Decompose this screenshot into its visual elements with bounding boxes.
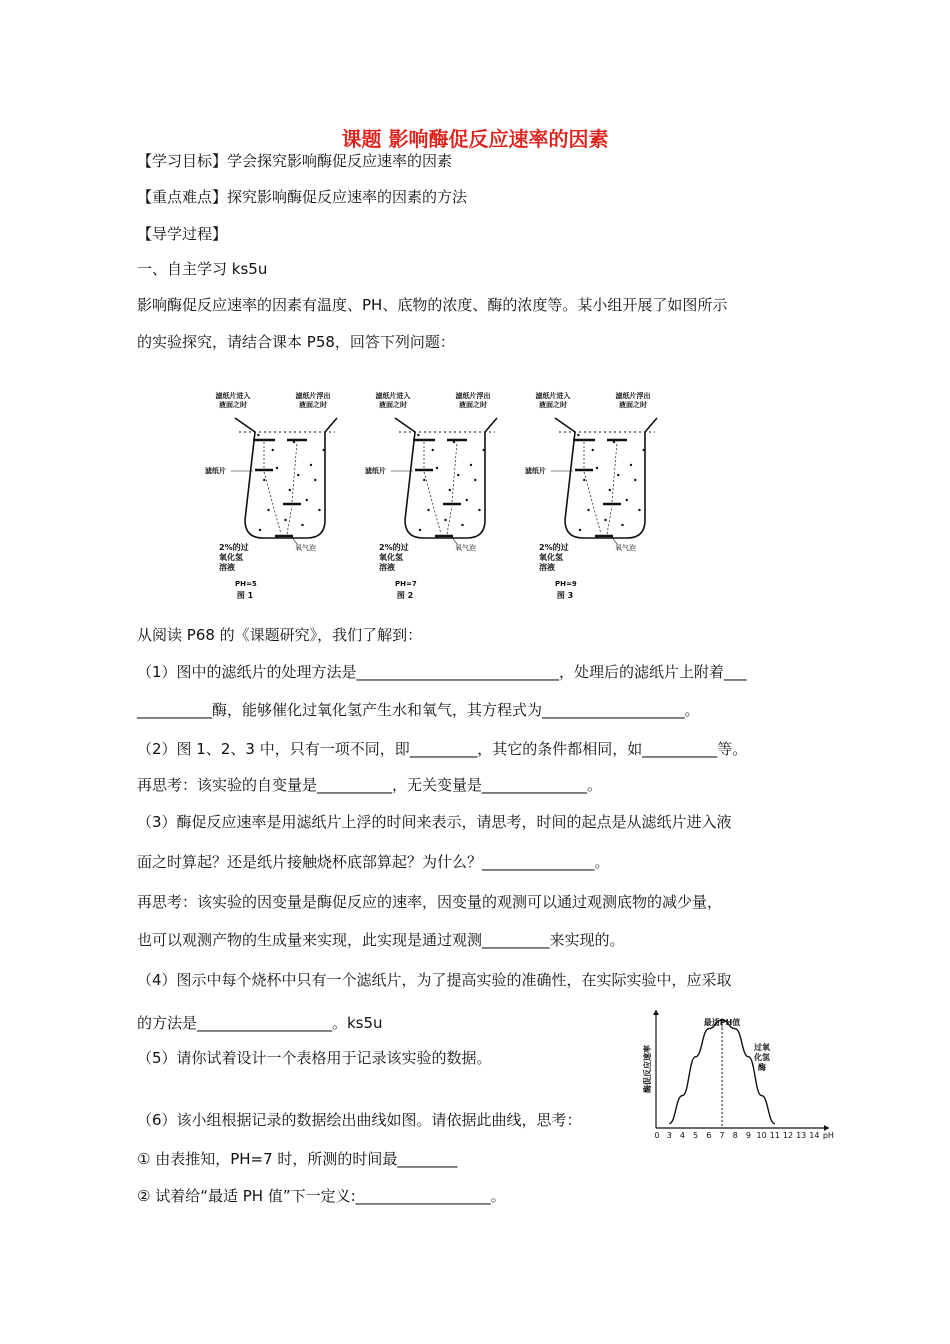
x-tick-label: 5 — [693, 1131, 699, 1140]
process-heading: 【导学过程】 — [137, 225, 228, 243]
reading-line: 从阅读 P68 的《课题研究》，我们了解到： — [137, 626, 423, 644]
x-tick-label: 10 — [756, 1131, 767, 1140]
y-axis-label: 酶促反应速率 — [643, 1045, 652, 1093]
question-4-line-2: 的方法是__________________。ks5u — [137, 1014, 383, 1032]
bubble-dot — [284, 519, 286, 521]
bubble-dot — [257, 434, 259, 436]
question-1-line-2: __________酶，能够催化过氧化氢产生水和氧气，其方程式为___________________。 — [137, 701, 700, 719]
bubble-dot — [318, 509, 320, 511]
figure-label: 图 2 — [396, 591, 414, 600]
solution-label-1: 2%的过 — [379, 543, 409, 552]
solution-label-3: 溶液 — [379, 563, 395, 572]
learning-objective: 【学习目标】学会探究影响酶促反应速率的因素 — [137, 152, 453, 170]
bubble-dot — [466, 499, 468, 501]
solution-label-2: 氧化氢 — [539, 553, 563, 562]
bubble-dot — [626, 499, 628, 501]
bubble-dot — [301, 524, 303, 526]
bubble-dot — [613, 441, 615, 443]
ph-label: PH=7 — [395, 580, 417, 588]
x-tick-label: 13 — [796, 1131, 807, 1140]
bubble-dot — [417, 434, 419, 436]
question-4-line-1: （4）图示中每个烧杯中只有一个滤纸片，为了提高实验的准确性，在实际实验中，应采取 — [137, 971, 732, 989]
question-2-line-1: （2）图 1、2、3 中，只有一项不同，即_________，其它的条件都相同，如__________等。 — [137, 740, 748, 758]
bubble-dot — [259, 529, 261, 531]
bubble-dot — [306, 499, 308, 501]
bubble-dot — [596, 467, 598, 469]
label-enter-1: 滤纸片进入 — [535, 392, 571, 400]
x-tick-label: 7 — [719, 1131, 725, 1140]
x-tick-label: 14 — [809, 1131, 820, 1140]
question-3-line-4: 也可以观测产物的生成量来实现，此实现是通过观测_________来实现的。 — [137, 931, 625, 949]
x-tick-label: 6 — [706, 1131, 712, 1140]
path-up-1 — [607, 506, 612, 534]
path-down-2 — [264, 472, 281, 534]
path-up-2 — [612, 442, 617, 502]
label-enter-2: 液面之时 — [539, 401, 567, 409]
x-tick-label: 11 — [769, 1131, 780, 1140]
question-2-line-2: 再思考：该实验的自变量是__________，无关变量是______________。 — [137, 776, 603, 794]
y-axis-arrow — [653, 1010, 659, 1015]
question-3-line-1: （3）酶促反应速率是用滤纸片上浮的时间来表示，请思考，时间的起点是从滤纸片进入液 — [137, 813, 732, 831]
bubble-dot — [604, 519, 606, 521]
bubble-dot — [583, 479, 585, 481]
path-up-1 — [287, 506, 292, 534]
ph-rate-chart — [640, 1000, 840, 1150]
bubble-dot — [617, 474, 619, 476]
bubble-dot — [276, 467, 278, 469]
bubble-dot — [470, 464, 472, 466]
bubble-dot — [310, 464, 312, 466]
bubble-label: 氧气泡 — [615, 544, 636, 552]
bubble-dot — [267, 509, 269, 511]
bubble-dot — [457, 474, 459, 476]
bubble-dot — [634, 479, 636, 481]
bubble-dot — [461, 524, 463, 526]
bubble-dot — [449, 489, 451, 491]
curve-label-3: 酶 — [758, 1063, 766, 1072]
label-filter-paper: 滤纸片 — [205, 467, 226, 475]
question-3-line-3: 再思考：该实验的因变量是酶促反应的速率，因变量的观测可以通过观测底物的减少量， — [137, 893, 723, 911]
path-down-2 — [424, 472, 441, 534]
label-float-1: 滤纸片浮出 — [455, 392, 491, 400]
label-float-2: 液面之时 — [459, 401, 487, 409]
ph-label: PH=5 — [235, 580, 257, 588]
label-enter-1: 滤纸片进入 — [215, 392, 251, 400]
curve-label-2: 化氢 — [754, 1053, 770, 1062]
x-tick-label: 3 — [666, 1131, 672, 1140]
question-3-line-2: 面之时算起？还是纸片接触烧杯底部算起？为什么？_______________。 — [137, 853, 610, 871]
bubble-dot — [297, 474, 299, 476]
section-heading: 一、自主学习 ks5u — [137, 260, 268, 278]
question-5-line: （5）请你试着设计一个表格用于记录该实验的数据。 — [137, 1049, 492, 1067]
x-axis-label: pH — [822, 1131, 834, 1140]
bubble-dot — [423, 479, 425, 481]
bubble-dot — [323, 449, 325, 451]
beaker-1 — [204, 391, 337, 600]
label-enter-2: 液面之时 — [219, 401, 247, 409]
label-enter-2: 液面之时 — [379, 401, 407, 409]
question-6b-line: ② 试着给“最适 PH 值”下一定义:__________________。 — [137, 1187, 506, 1205]
bubble-dot — [592, 449, 594, 451]
figure-label: 图 1 — [236, 591, 254, 600]
label-filter-paper: 滤纸片 — [525, 467, 546, 475]
key-difficulty: 【重点难点】探究影响酶促反应速率的因素的方法 — [137, 188, 468, 206]
bubble-label: 氧气泡 — [295, 544, 316, 552]
beaker-2 — [364, 391, 497, 600]
ph-label: PH=9 — [555, 580, 577, 588]
page-title: 课题 影响酶促反应速率的因素 — [341, 127, 609, 151]
bubble-dot — [453, 441, 455, 443]
label-float-1: 滤纸片浮出 — [295, 392, 331, 400]
bubble-dot — [577, 434, 579, 436]
path-up-2 — [452, 442, 457, 502]
path-up-2 — [292, 442, 297, 502]
intro-line-1: 影响酶促反应速率的因素有温度、PH、底物的浓度、酶的浓度等。某小组开展了如图所示 — [137, 296, 728, 314]
label-float-1: 滤纸片浮出 — [615, 392, 651, 400]
solution-label-2: 氧化氢 — [219, 553, 243, 562]
x-tick-label: 4 — [679, 1131, 685, 1140]
bubble-dot — [444, 519, 446, 521]
x-tick-label: 8 — [732, 1131, 738, 1140]
label-filter-paper: 滤纸片 — [365, 467, 386, 475]
label-float-2: 液面之时 — [619, 401, 647, 409]
figure-label: 图 3 — [556, 591, 574, 600]
path-down-2 — [584, 472, 601, 534]
path-up-1 — [447, 506, 452, 534]
bubble-label: 氧气泡 — [455, 544, 476, 552]
x-tick-label: 0 — [654, 1131, 660, 1140]
question-6a-line: ① 由表推知，PH=7 时，所测的时间最________ — [137, 1150, 458, 1168]
bubble-dot — [293, 441, 295, 443]
label-enter-1: 滤纸片进入 — [375, 392, 411, 400]
optimum-ph-label: 最适PH值 — [703, 1018, 741, 1027]
beaker-3 — [524, 391, 657, 600]
question-1-line-1: （1）图中的滤纸片的处理方法是___________________________，处理后的滤纸片上附着___ — [137, 663, 747, 681]
x-tick-label: 9 — [745, 1131, 751, 1140]
bubble-dot — [587, 509, 589, 511]
solution-label-1: 2%的过 — [539, 543, 569, 552]
bubble-dot — [474, 479, 476, 481]
bubble-dot — [643, 449, 645, 451]
bubble-dot — [432, 449, 434, 451]
solution-label-3: 溶液 — [539, 563, 555, 572]
beaker-figure — [195, 380, 675, 600]
bubble-dot — [638, 509, 640, 511]
bubble-dot — [609, 489, 611, 491]
bubble-dot — [289, 489, 291, 491]
bubble-dot — [272, 449, 274, 451]
bubble-dot — [419, 529, 421, 531]
label-float-2: 液面之时 — [299, 401, 327, 409]
x-tick-label: 12 — [782, 1131, 794, 1140]
bubble-dot — [478, 509, 480, 511]
bubble-dot — [579, 529, 581, 531]
bubble-dot — [483, 449, 485, 451]
bubble-dot — [314, 479, 316, 481]
intro-line-2: 的实验探究，请结合课本 P58，回答下列问题： — [137, 333, 455, 351]
solution-label-3: 溶液 — [219, 563, 235, 572]
curve-label-1: 过氧 — [754, 1043, 770, 1052]
bubble-dot — [630, 464, 632, 466]
bubble-dot — [436, 467, 438, 469]
bubble-dot — [621, 524, 623, 526]
bubble-dot — [263, 479, 265, 481]
question-6-line: （6）该小组根据记录的数据绘出曲线如图。请依据此曲线，思考： — [137, 1111, 582, 1129]
solution-label-1: 2%的过 — [219, 543, 249, 552]
solution-label-2: 氧化氢 — [379, 553, 403, 562]
bubble-dot — [427, 509, 429, 511]
